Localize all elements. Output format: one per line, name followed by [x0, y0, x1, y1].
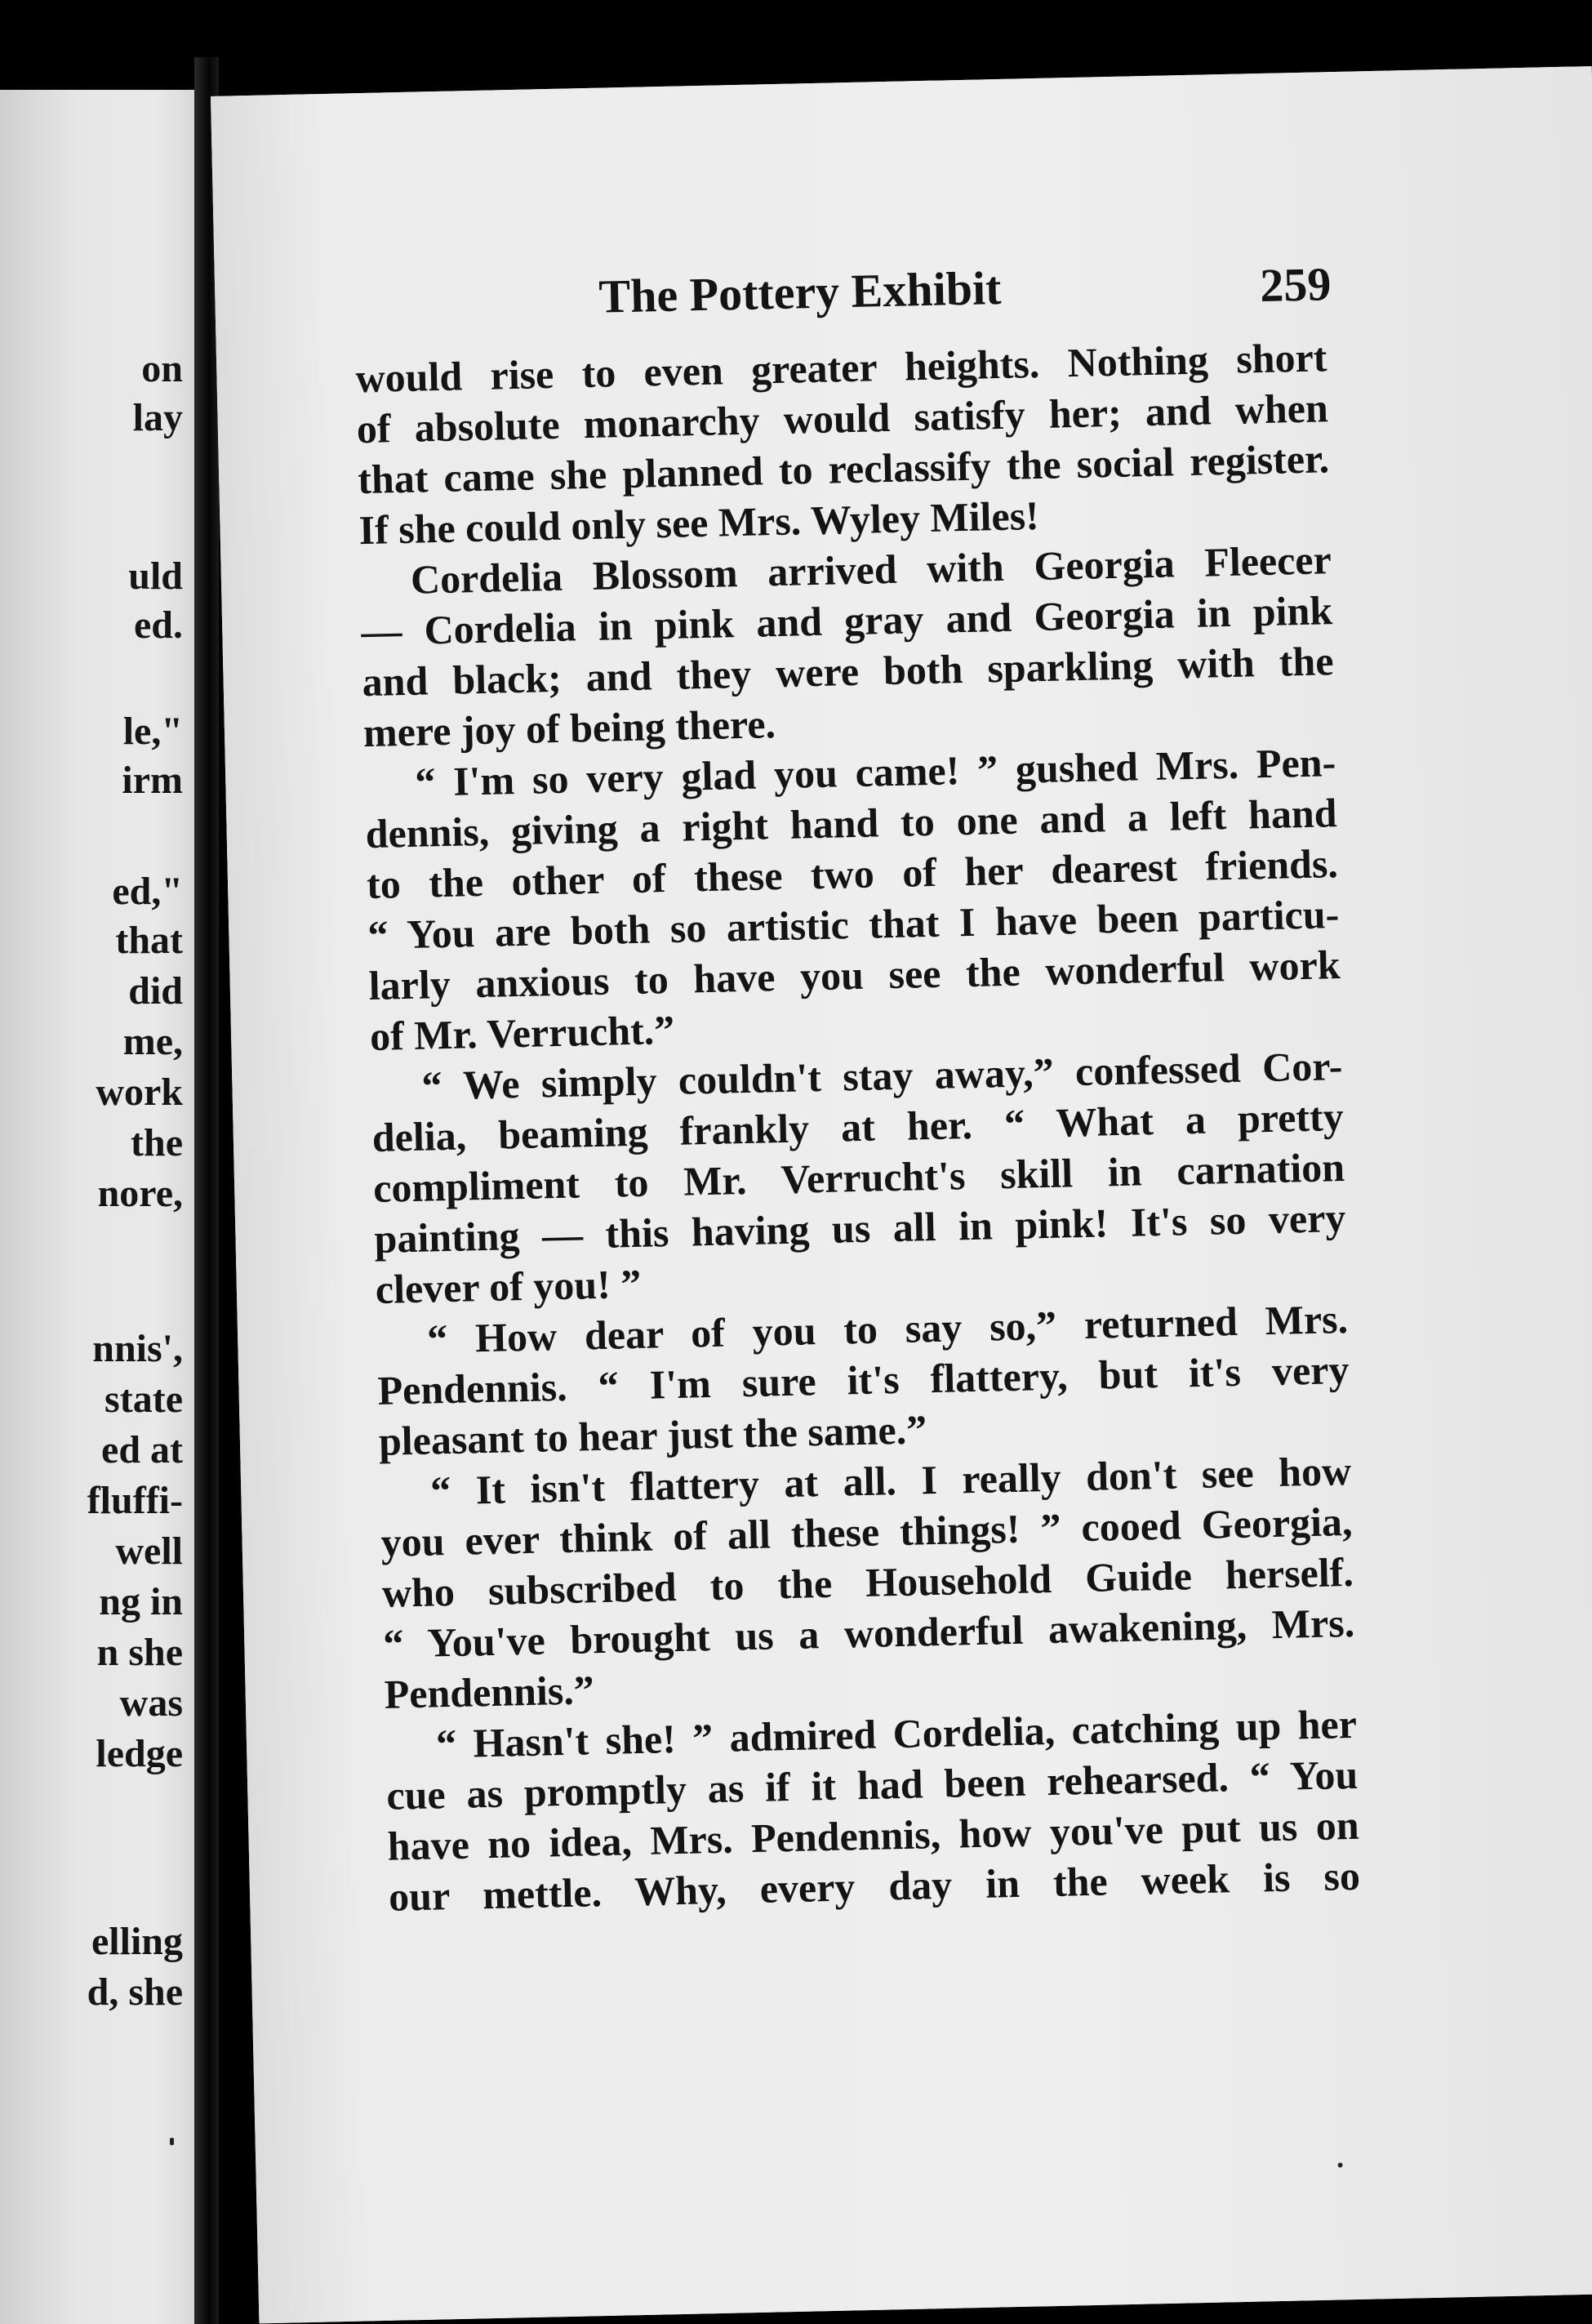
- text-line: dennis, giving a right hand to one and a left hand: [365, 790, 1338, 857]
- text-line: of Mr. Verrucht.”: [369, 1006, 675, 1060]
- previous-page-edge: [0, 90, 194, 2324]
- text-line: “ We simply couldn't stay away,” confessed Cor-: [420, 1043, 1343, 1109]
- text-line: to the other of these two of her dearest friends.: [366, 840, 1339, 908]
- text-line: who subscribed to the Household Guide herself.: [381, 1548, 1354, 1616]
- text-line: Pendennis.”: [384, 1667, 595, 1717]
- text-line: you ever think of all these things! ” cooed Georgia,: [380, 1498, 1354, 1565]
- previous-page-fragment: nnis',: [92, 1327, 183, 1370]
- text-line: painting — this having us all in pink! It's so very: [373, 1195, 1346, 1262]
- book-gutter: [194, 57, 219, 2324]
- page-number: 259: [1259, 257, 1332, 313]
- previous-page-fragment: ng in: [99, 1580, 183, 1623]
- previous-page-fragment: work: [96, 1071, 183, 1114]
- text-line: pleasant to hear just the same.”: [378, 1406, 927, 1464]
- text-line: compliment to Mr. Verrucht's skill in carnation: [372, 1144, 1345, 1211]
- previous-page-fragment: that: [115, 919, 183, 962]
- previous-page-fragment: on: [141, 347, 183, 390]
- text-line: “ You've brought us a wonderful awakening, Mrs.: [382, 1599, 1355, 1667]
- text-line: clever of you! ”: [375, 1260, 642, 1312]
- text-line: and black; and they were both sparkling with the: [362, 638, 1335, 706]
- text-line: “ It isn't flattery at all. I really don't see how: [429, 1447, 1352, 1514]
- text-line: Cordelia Blossom arrived with Georgia Fleecer: [410, 536, 1332, 603]
- previous-page-fragment: le,": [122, 710, 183, 753]
- text-line: have no idea, Mrs. Pendennis, how you've put us on: [387, 1801, 1360, 1869]
- text-line: “ How dear of you to say so,” returned Mrs.: [426, 1295, 1349, 1362]
- previous-page-fragment: n she: [96, 1631, 183, 1674]
- previous-page-fragment: lay: [132, 396, 183, 439]
- text-line: “ You are both so artistic that I have been particu-: [367, 891, 1340, 959]
- previous-page-fragment: uld: [128, 554, 183, 598]
- text-line: If she could only see Mrs. Wyley Miles!: [358, 492, 1040, 554]
- previous-page-fragment: d, she: [87, 1970, 183, 2014]
- text-line: larly anxious to have you see the wonderful work: [368, 942, 1341, 1009]
- text-line: our mettle. Why, every day in the week is so: [388, 1852, 1361, 1920]
- previous-page-fragment: nore,: [97, 1172, 183, 1215]
- previous-page-fragment: ed at: [101, 1428, 183, 1471]
- book-page: [211, 66, 1592, 2323]
- previous-page-fragment: the: [131, 1121, 183, 1164]
- body-text: [355, 332, 1361, 1922]
- text-line: cue as promptly as if it had been rehearsed. “ You: [385, 1751, 1359, 1819]
- running-title: The Pottery Exhibit: [598, 260, 1003, 323]
- text-line: mere joy of being there.: [362, 701, 776, 756]
- previous-page-fragment: did: [128, 969, 183, 1013]
- previous-page-fragment: ed.: [134, 603, 183, 647]
- previous-page-fragment: was: [119, 1681, 183, 1725]
- previous-page-fragment: me,: [122, 1020, 183, 1063]
- previous-page-fragment: fluffi-: [87, 1479, 183, 1522]
- text-line: of absolute monarchy would satisfy her; and when: [356, 385, 1329, 452]
- text-line: — Cordelia in pink and gray and Georgia in pink: [360, 587, 1333, 655]
- text-line: delia, beaming frankly at her. “ What a pretty: [371, 1093, 1345, 1160]
- previous-page-fragment: ed,": [112, 870, 183, 913]
- text-line: “ Hasn't she! ” admired Cordelia, catching up her: [435, 1700, 1358, 1767]
- scan-speck: [170, 2138, 174, 2145]
- previous-page-fragment: state: [105, 1378, 183, 1421]
- text-line: “ I'm so very glad you came! ” gushed Mrs. Pen-: [414, 739, 1336, 805]
- previous-page-fragment: ledge: [96, 1732, 183, 1775]
- previous-page-fragment: well: [115, 1529, 183, 1573]
- previous-page-fragment: irm: [122, 759, 183, 802]
- text-line: Pendennis. “ I'm sure it's flattery, but it's very: [377, 1346, 1350, 1414]
- text-line: that came she planned to reclassify the social register.: [357, 435, 1330, 503]
- text-line: would rise to even greater heights. Nothing short: [354, 334, 1327, 402]
- previous-page-fragment: elling: [91, 1920, 183, 1963]
